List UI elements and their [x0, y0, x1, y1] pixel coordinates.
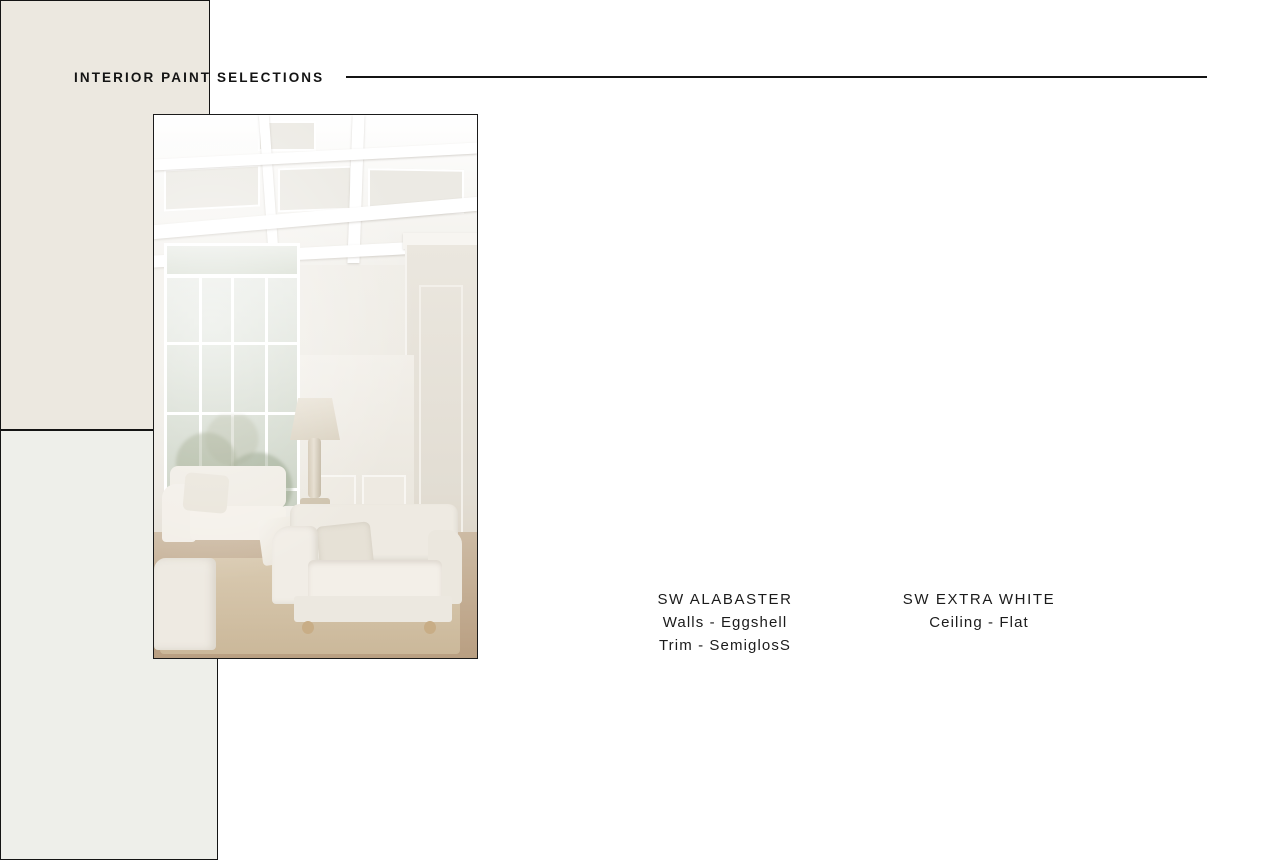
- photo-throw-pillow: [182, 472, 229, 514]
- photo-sofa-leg: [302, 621, 314, 634]
- header-rule: [346, 76, 1207, 78]
- page-header: [74, 64, 1207, 90]
- paint-detail-walls: Walls - Eggshell: [662, 614, 788, 631]
- photo-table-lamp: [288, 398, 342, 510]
- photo-sofa-leg: [424, 621, 436, 634]
- room-photo-image: [154, 115, 477, 658]
- photo-sofa-skirt: [294, 596, 452, 622]
- paint-detail-ceiling: Ceiling - Flat: [929, 614, 1029, 631]
- photo-slipcovered-chair: [154, 558, 216, 650]
- paint-caption-alabaster: [595, 588, 855, 657]
- photo-window-mullion: [167, 342, 297, 345]
- photo-lamp-shade: [290, 398, 340, 440]
- photo-ceiling-coffer: [278, 166, 352, 213]
- photo-transom-window: [164, 243, 300, 277]
- paint-name-alabaster: SW ALABASTER: [657, 591, 793, 608]
- paint-name-extra-white: SW EXTRA WHITE: [902, 591, 1056, 608]
- photo-ceiling-coffer: [164, 164, 260, 211]
- paint-caption-extra-white: [849, 588, 1109, 634]
- photo-sofa: [272, 504, 462, 634]
- page-title: INTERIOR PAINT SELECTIONS: [74, 69, 325, 85]
- photo-lamp-base: [308, 438, 321, 498]
- room-photo: [153, 114, 478, 659]
- photo-ceiling-beam: [347, 115, 364, 263]
- paint-detail-trim: Trim - SemiglosS: [658, 637, 792, 654]
